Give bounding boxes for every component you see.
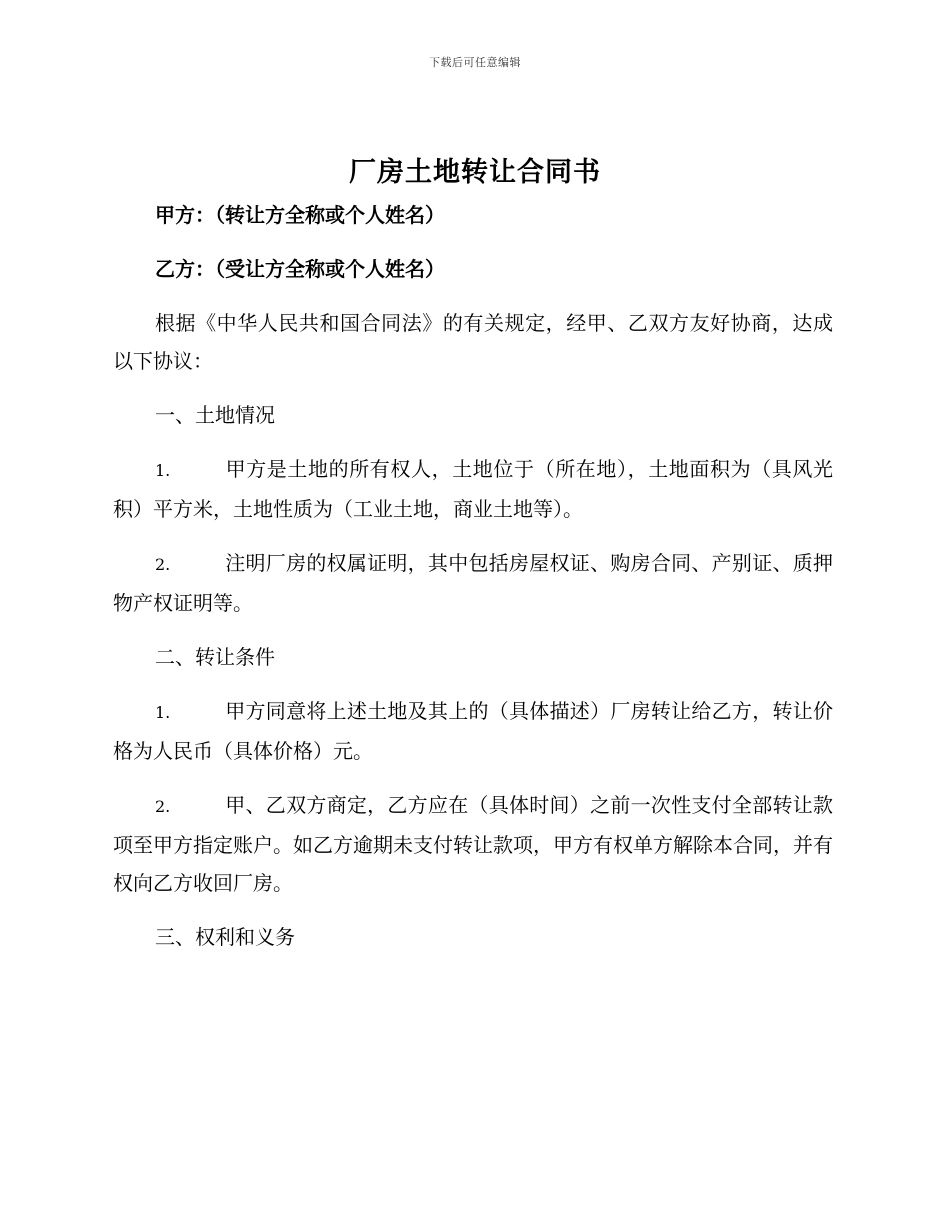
clause-item: [113, 450, 833, 528]
page-header-note: 下载后可任意编辑: [429, 56, 521, 69]
intro-paragraph: 根据《中华人民共和国合同法》的有关规定，经甲、乙双方友好协商，达成以下协议：: [113, 311, 833, 373]
clause-number: 2.: [155, 797, 171, 816]
clause-text: 甲、乙双方商定，乙方应在（具体时间）之前一次性支付全部转让款项至甲方指定账户。如乙方逾期未支付转让款项，甲方有权单方解除本合同，并有权向乙方收回厂房。: [113, 793, 833, 895]
clause-number: 2.: [155, 555, 171, 574]
clause-text: 甲方是土地的所有权人，土地位于（所在地），土地面积为（具风光积）平方米，土地性质为（工业土地，商业土地等）。: [113, 457, 833, 521]
party-b-line: 乙方：（受让方全称或个人姓名）: [155, 257, 445, 281]
clause-number: 1.: [155, 703, 171, 722]
clause-item: [113, 786, 833, 902]
clause-number: 1.: [155, 461, 171, 480]
section-heading: 三、权利和义务: [155, 925, 295, 949]
section-heading: 一、土地情况: [155, 403, 275, 427]
clause-text: 注明厂房的权属证明，其中包括房屋权证、购房合同、产别证、质押物产权证明等。: [113, 551, 833, 615]
document-body: [113, 196, 833, 972]
document-title: 厂房土地转让合同书: [349, 157, 601, 188]
clause-item: [113, 544, 833, 622]
section-heading: 二、转让条件: [155, 645, 275, 669]
clause-text: 甲方同意将上述土地及其上的（具体描述）厂房转让给乙方，转让价格为人民币（具体价格）元。: [113, 699, 833, 763]
clause-item: [113, 692, 833, 770]
party-a-line: 甲方：（转让方全称或个人姓名）: [155, 203, 445, 227]
